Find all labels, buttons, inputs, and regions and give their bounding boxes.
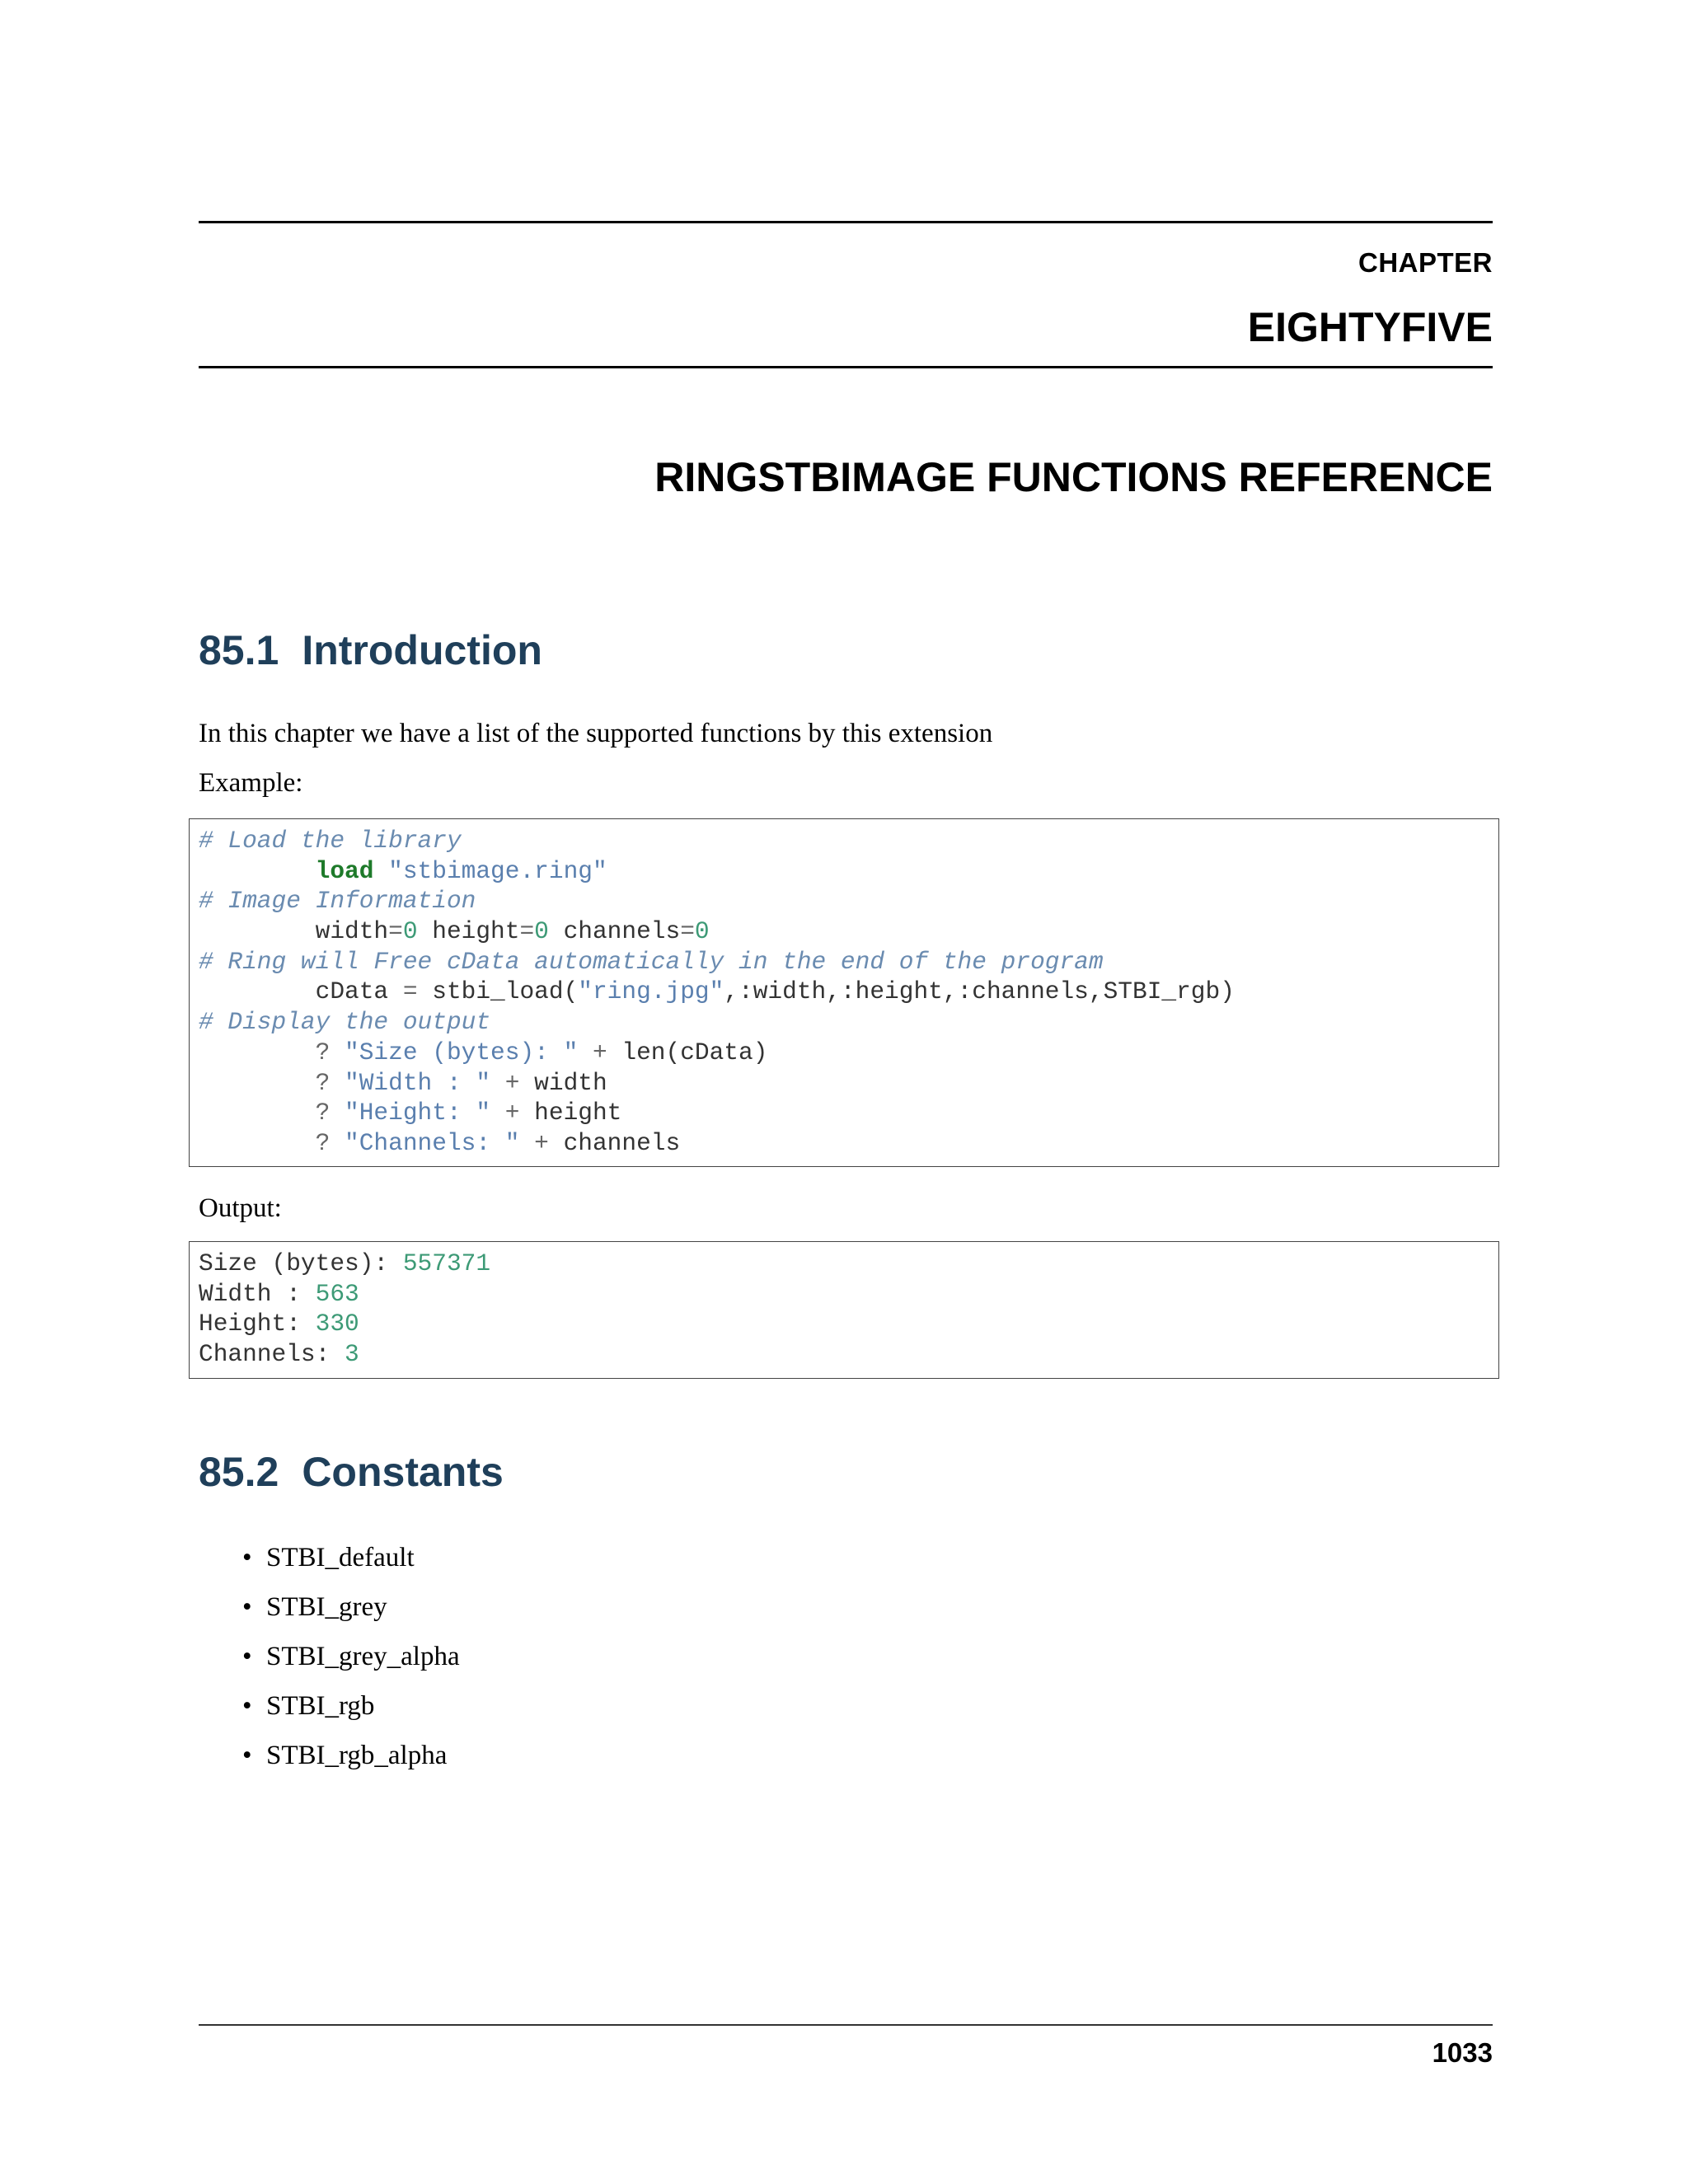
code-line: # Ring will Free cData automatically in the end of the program [199, 947, 1104, 976]
bullet-icon: • [242, 1543, 252, 1572]
intro-paragraph: In this chapter we have a list of the supported functions by this extension [199, 719, 993, 748]
section-title: Introduction [302, 627, 542, 673]
page-number: 1033 [1432, 2037, 1493, 2068]
chapter-title: RINGSTBIMAGE FUNCTIONS REFERENCE [654, 454, 1493, 500]
chapter-top-rule [199, 221, 1493, 223]
section-heading-introduction [199, 626, 542, 674]
list-item: • STBI_default [242, 1543, 415, 1572]
chapter-number: EIGHTYFIVE [1247, 304, 1493, 350]
output-line: Channels: 3 [199, 1340, 359, 1369]
output-label: Output: [199, 1193, 282, 1223]
constants-list [199, 1541, 460, 1788]
code-line: load "stbimage.ring" [315, 856, 607, 885]
section-number: 85.2 [199, 1449, 279, 1495]
section-number: 85.1 [199, 627, 279, 673]
bullet-icon: • [242, 1642, 252, 1671]
section-heading-constants [199, 1448, 504, 1496]
output-line: Height: 330 [199, 1310, 359, 1338]
chapter-bottom-rule [199, 366, 1493, 368]
list-item: • STBI_grey_alpha [242, 1642, 460, 1671]
bullet-icon: • [242, 1741, 252, 1770]
code-line: # Load the library [199, 827, 462, 855]
footer-rule [199, 2024, 1493, 2026]
chapter-label: CHAPTER [1357, 247, 1493, 278]
code-line: ? "Size (bytes): " + len(cData) [315, 1038, 768, 1066]
code-line: ? "Channels: " + channels [315, 1128, 681, 1157]
output-code-block [189, 1241, 1499, 1379]
output-line: Width : 563 [199, 1279, 359, 1308]
code-line: width=0 height=0 channels=0 [315, 917, 710, 946]
code-line: # Display the output [199, 1008, 491, 1037]
code-line: ? "Width : " + width [315, 1068, 607, 1097]
code-line: # Image Information [199, 887, 476, 916]
list-item: • STBI_rgb_alpha [242, 1741, 448, 1770]
code-line: cData = stbi_load("ring.jpg",:width,:height,:channels,STBI_rgb) [315, 977, 1235, 1006]
list-item: • STBI_rgb [242, 1691, 375, 1721]
example-label: Example: [199, 768, 303, 798]
bullet-icon: • [242, 1691, 252, 1721]
example-code-block [189, 818, 1499, 1167]
section-title: Constants [302, 1449, 504, 1495]
list-item: • STBI_grey [242, 1592, 387, 1622]
bullet-icon: • [242, 1592, 252, 1622]
code-line: ? "Height: " + height [315, 1099, 622, 1127]
output-line: Size (bytes): 557371 [199, 1249, 491, 1277]
